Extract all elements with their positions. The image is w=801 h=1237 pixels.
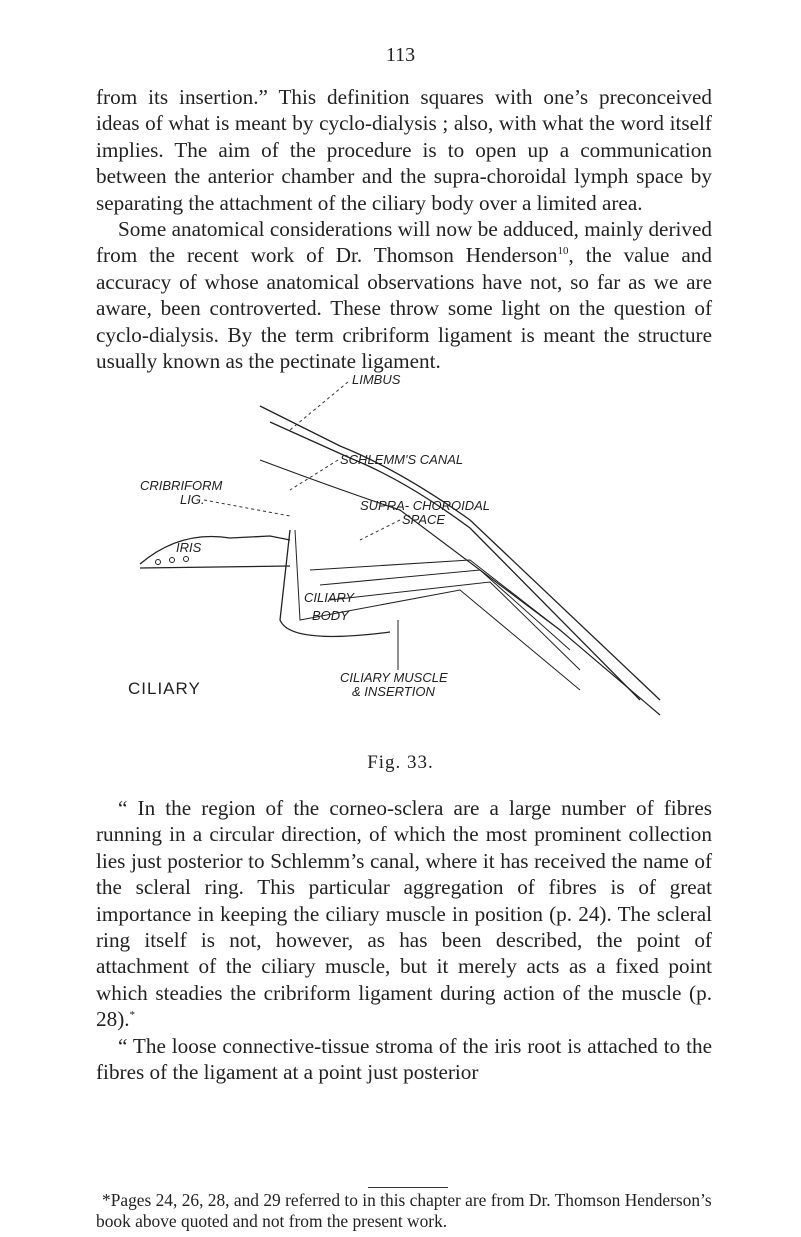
anatomical-figure bbox=[128, 370, 660, 750]
body-text-top bbox=[96, 84, 712, 374]
paragraph-2 bbox=[96, 216, 712, 374]
paragraph-2-part-2: , the value and accuracy of whose anatomical observations have not, so far as we are aware, been controverted. These throw some light on the question of cyclo-dialysis. By the term cribriform ligament is meant the structure usually known as the pectinate ligament. bbox=[96, 243, 712, 374]
footnote-marker: * bbox=[129, 1009, 136, 1022]
label-iris: IRIS bbox=[176, 540, 202, 555]
label-ciliary-body-1: CILIARY bbox=[304, 590, 355, 605]
label-supra-1: SUPRA- CHOROIDAL bbox=[360, 498, 491, 513]
reference-superscript: 10 bbox=[557, 245, 569, 258]
footnote bbox=[96, 1190, 716, 1232]
paragraph-3-text: “ In the region of the corneo-sclera are a large number of fibres running in a circular direction, of which the most prominent collection lies just posterior to Schlemm’s canal, where it has received the name of the scleral ring. This particular aggregation of fibres is of great importance in keeping the ciliary muscle in position (p. 24). The scleral ring itself is not, however, as has been described, the point of attachment of the ciliary muscle, but it merely acts as a fixed point which steadies the cribriform ligament during action of the muscle (p. 28). bbox=[96, 796, 712, 1032]
label-limbus: LIMBUS bbox=[352, 372, 401, 387]
paragraph-2-part-1: Some anatomical considerations will now be adduced, mainly derived from the recent work of Dr. Thomson Henderson bbox=[96, 217, 712, 268]
label-ciliary-body-2: BODY bbox=[312, 608, 349, 623]
label-schlemm: SCHLEMM'S CANAL bbox=[340, 452, 464, 467]
paragraph-3 bbox=[96, 795, 712, 1033]
paragraph-4: “ The loose connective-tissue stroma of the iris root is attached to the fibres of the ligament at a point just posterior bbox=[96, 1033, 712, 1085]
figure-caption: Fig. 33. bbox=[367, 752, 434, 773]
label-cribriform-1: CRIBRIFORM bbox=[140, 478, 223, 493]
label-cribriform-2: LIG. bbox=[180, 492, 205, 507]
body-text-bottom bbox=[96, 795, 712, 1085]
footnote-text: *Pages 24, 26, 28, and 29 referred to in this chapter are from Dr. Thomson Henderson’s book above quoted and not from the present work. bbox=[96, 1190, 712, 1231]
paragraph-1: from its insertion.” This definition squares with one’s preconceived ideas of what is meant by cyclo-dialysis ; also, with what the word itself implies. The aim of the procedure is to open up a communication between the anterior chamber and the supra-choroidal lymph space by separating the attachment of the ciliary body over a limited area. bbox=[96, 85, 712, 215]
footnote-rule bbox=[368, 1187, 448, 1188]
label-supra-2: SPACE bbox=[402, 512, 446, 527]
label-ciliary-muscle-1: CILIARY MUSCLE bbox=[340, 670, 448, 685]
label-ciliary-muscle-2: & INSERTION bbox=[352, 684, 435, 699]
page-number: 113 bbox=[385, 44, 416, 66]
label-ciliary-large: CILIARY bbox=[128, 679, 201, 698]
